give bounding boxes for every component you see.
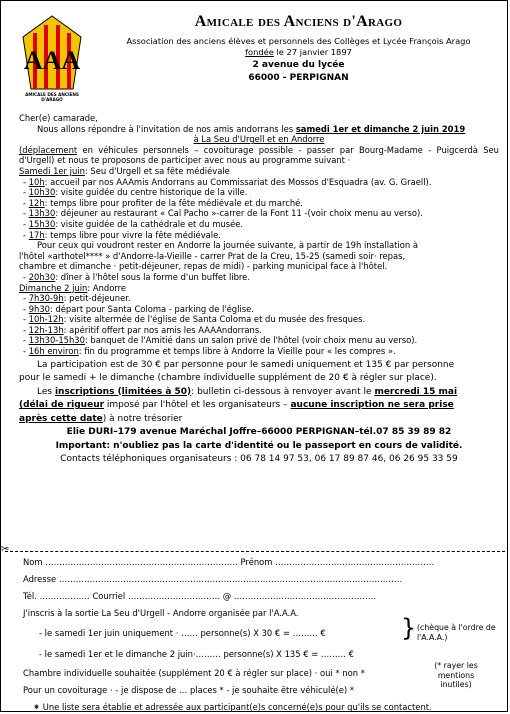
deadline-2: après cette date) à notre trésorier	[19, 413, 183, 424]
nom-field[interactable]: ……………………………………………………………	[45, 557, 238, 567]
list-item: - 10h30: visite guidée du centre historique de la ville.	[23, 187, 248, 198]
association-title: Amicale des Anciens d'Arago	[194, 13, 403, 30]
stay-line-2: l'hôtel «arthotel**** » d'Andorre-la-Vieille - carrer Prat de la Creu, 15-25 (samedi soir· repas,	[19, 250, 406, 261]
deadline: (délai de rigueur imposé par l'hôtel et les organisateurs – aucune inscription ne sera prise	[19, 400, 454, 411]
aaa-shield-icon	[21, 15, 83, 91]
registration: Les inscriptions (limitées à 50): bulletin ci-dessous à renvoyer avant le mercredi 15 mai	[37, 386, 458, 397]
list-item: - 12h-13h: apéritif offert par nos amis les AAAAndorrans.	[23, 324, 262, 335]
address: 2 avenue du lycée 66000 - PERPIGNAN	[248, 60, 349, 83]
saturday-program	[19, 177, 499, 241]
greeting: Cher(e) camarade,	[19, 113, 98, 123]
treasurer: Elie DURI–179 avenue Maréchal Joffre–66000 PERPIGNAN–tél.07 85 39 89 82	[66, 427, 452, 438]
list-item: - 10h-12h: visite altermée de l'église de Santa Coloma et du musée des fresques.	[23, 314, 366, 325]
logo-letters: AAA	[23, 46, 81, 75]
address-row: Adresse ……………………………………………………………………………………………………………	[23, 574, 403, 584]
intro-place: à La Seu d'Urgell et en Andorre	[193, 134, 325, 145]
list-note: ⁕ Une liste sera établie et adressée aux participant(e)s concerné(e)s pour qu'ils se contactent.	[33, 702, 432, 712]
cheque-note: (chèque à l'ordre de l'A.A.A.)	[417, 623, 496, 642]
list-item: - 15h30: visite guidée de la cathédrale et du musée.	[23, 218, 244, 229]
pricing: La participation est de 30 € par personne pour le samedi uniquement et 135 € par personne pour le samedi + le dimanche (chambre individuelle supplément de 20 € à régler sur place). Les inscriptions (limitées à 50): bulletin ci-dessous à renvoyer avant le mercredi 15 mai (délai de rigueur imposé par l'hôtel et les organisateurs – aucune inscription ne sera prise après cette date) à notre trésorier Elie DURI–179 avenue Maréchal Joffre–66000 PERPIGNAN–tél.07 85 39 89 82 Important: n'oubliez pas la carte d'identité ou le passeport en cours de validité. Contacts téléphoniques organisateurs : 06 78 14 97 53, 06 17 89 87 46, 06 26 95 33 59	[19, 359, 499, 467]
stay-line-1: Pour ceux qui voudront rester en Andorre la journée suivante, à partir de 19h installation à	[37, 240, 419, 251]
brace: }	[401, 614, 417, 642]
list-item: - 20h30: dîner à l'hôtel sous la forme d'un buffet libre.	[23, 271, 251, 282]
rayer-note: (* rayer les mentions inutiles)	[434, 661, 478, 689]
letter-body	[19, 113, 499, 467]
logo-caption: AMICALE DES ANCIENS D'ARAGO	[25, 92, 79, 102]
contact-row: Tél. ……………… Courriel …………………………… @ ……………………………………………	[23, 591, 377, 601]
saturday-heading: Samedi 1er juin: Seu d'Urgell et sa fête médiévale	[19, 165, 230, 176]
list-item: - 13h30-15h30: banquet de l'Amitié dans un salon privé de l'hôtel (voir choix menu au verso).	[23, 335, 418, 346]
cut-line	[5, 551, 505, 552]
transport: (déplacement en véhicules personnels – covoiturage possible - passer par Bourg-Madame - Puigcerdà Seu d'Urgell) et nous te proposons de participer avec nous au programme suivant ·	[19, 144, 499, 166]
intro: Nous allons répondre à l'invitation de nos amis andorrans les samedi 1er et dimanche 2 juin 2019	[37, 123, 466, 134]
list-item: - 16h environ: fin du programme et temps libre à Andorre la Vieille pour « les compres ».	[23, 346, 396, 357]
aaa-logo	[21, 15, 83, 102]
sunday-program	[19, 293, 499, 357]
founding-date: fondée le 27 janvier 1897	[245, 47, 352, 57]
sunday-heading: Dimanche 2 juin: Andorre	[19, 282, 127, 293]
list-item: - 13h30: déjeuner au restaurant « Cal Pacho »-carrer de la Font 11 -(voir choix menu au verso).	[23, 208, 423, 219]
scissors-icon: ✂	[1, 544, 10, 555]
list-item: - 7h30-9h: petit-déjeuner.	[23, 293, 131, 304]
list-item: - 9h30: départ pour Santa Coloma - parking de l'église.	[23, 303, 254, 314]
single-room-option[interactable]: Chambre individuelle souhaitée (supplément 20 € à régler sur place) · oui * non *	[23, 668, 365, 678]
list-item: - 12h: temps libre pour profiter de la fête médiévale et du marché.	[23, 197, 303, 208]
domain-field[interactable]: ……………………………………………	[233, 591, 377, 601]
name-row: Nom …………………………………………………………… Prénom …………………………………………………	[23, 557, 435, 567]
contacts: Contacts téléphoniques organisateurs : 06 78 14 97 53, 06 17 89 87 46, 06 26 95 33 59	[60, 454, 458, 465]
list-item: - 17h: temps libre pour vivre la fête médiévale.	[23, 229, 221, 240]
important-note: Important: n'oubliez pas la carte d'identité ou le passeport en cours de validité.	[55, 440, 463, 451]
list-item: - 10h: accueil par nos AAAmis Andorrans au Commissariat des Mossos d'Esquadra (av. G. Graell).	[23, 176, 432, 187]
adresse-field[interactable]: ……………………………………………………………………………………………………………	[58, 574, 403, 584]
inscris-line: J'inscris à la sortie La Seu d'Urgell - Andorre organisée par l'A.A.A.	[23, 608, 299, 618]
association-description: Association des anciens élèves et personnels des Collèges et Lycée François Arago	[126, 36, 471, 46]
letterhead	[96, 13, 501, 85]
saturday-option[interactable]: - le samedi 1er juin uniquement · …… personne(s) X 30 € = ……… €	[39, 628, 326, 638]
weekend-option[interactable]: - le samedi 1er et le dimanche 2 juin·……… personne(s) X 135 € = ……… €	[39, 649, 355, 659]
prenom-field[interactable]: …………………………………………………	[275, 557, 435, 567]
courriel-field[interactable]: ……………………………	[127, 591, 221, 601]
tel-field[interactable]: ………………	[39, 591, 90, 601]
stay-line-3: chambre et dimanche · petit-déjeuner, repas de midi) - parking municipal face à l'hôtel.	[19, 261, 388, 272]
carpool-option[interactable]: Pour un covoiturage · - je dispose de … places * - je souhaite être véhiculé(e) *	[23, 685, 355, 695]
